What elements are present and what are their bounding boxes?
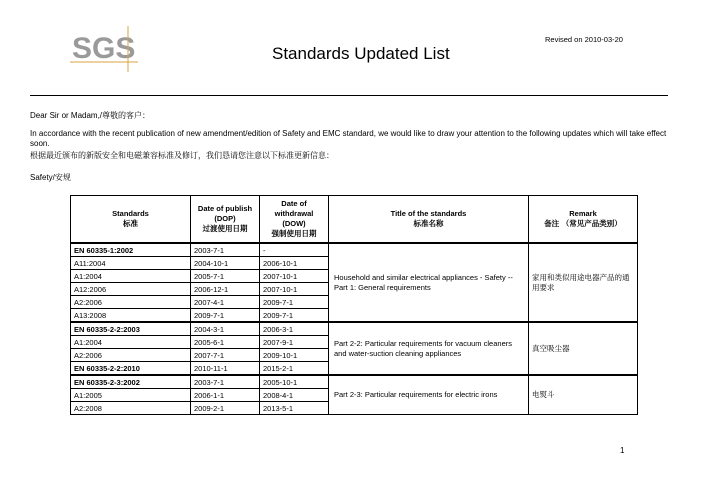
standard-cell: A1:2005 — [71, 389, 191, 402]
dop-cell: 2007-4-1 — [191, 296, 260, 309]
dow-cell: 2007-9-1 — [260, 336, 329, 349]
table-row — [71, 243, 638, 257]
standard-cell: A2:2006 — [71, 296, 191, 309]
standard-cell: A1:2004 — [71, 270, 191, 283]
dow-cell: 2013-5-1 — [260, 402, 329, 415]
remark-cell: 电熨斗 — [529, 375, 638, 415]
dow-cell: 2015-2-1 — [260, 362, 329, 376]
header-rule — [30, 95, 668, 96]
dop-cell: 2009-7-1 — [191, 309, 260, 323]
dow-cell: 2009-7-1 — [260, 309, 329, 323]
standard-cell: A2:2008 — [71, 402, 191, 415]
header-dow-en: Date of withdrawal (DOW) — [274, 199, 314, 228]
dop-cell: 2006-12-1 — [191, 283, 260, 296]
dop-cell: 2005-6-1 — [191, 336, 260, 349]
body-en: In accordance with the recent publication of new amendment/edition of Safety and EMC standard, we would like to draw your attention to the following updates which will take effect soon. — [30, 129, 667, 148]
body-cn: 根据最近颁布的新版安全和电磁兼容标准及修订，我们恳请您注意以下标准更新信息： — [30, 151, 334, 160]
header-dop-cn: 过渡使用日期 — [202, 224, 248, 233]
header-remark-cn: 备注 （常见产品类别） — [544, 219, 622, 228]
dop-cell: 2003-7-1 — [191, 243, 260, 257]
dop-cell: 2004-10-1 — [191, 257, 260, 270]
standard-cell: EN 60335-2-3:2002 — [71, 375, 191, 389]
header-dop-en: Date of publish (DOP) — [197, 204, 253, 223]
standard-title-cell: Part 2-3: Particular requirements for electric irons — [329, 375, 529, 415]
section-label: Safety/安规 — [30, 173, 71, 182]
logo-text: SGS — [72, 32, 136, 65]
table-row — [71, 322, 638, 336]
header-title-en: Title of the standards — [390, 209, 467, 218]
revised-date: Revised on 2010-03-20 — [545, 35, 623, 44]
header-standards-en: Standards — [112, 209, 149, 218]
dow-cell: 2005-10-1 — [260, 375, 329, 389]
greeting: Dear Sir or Madam,/尊敬的客户： — [30, 111, 151, 120]
dow-cell: 2008-4-1 — [260, 389, 329, 402]
dow-cell: 2007-10-1 — [260, 283, 329, 296]
dop-cell: 2004-3-1 — [191, 322, 260, 336]
standard-title-cell: Household and similar electrical appliances - Safety -- Part 1: General requirements — [329, 243, 529, 322]
dop-cell: 2007-7-1 — [191, 349, 260, 362]
sgs-logo — [70, 22, 140, 74]
dow-cell: 2009-10-1 — [260, 349, 329, 362]
header-remark-en: Remark — [569, 209, 597, 218]
standard-cell: A13:2008 — [71, 309, 191, 323]
dow-cell: 2009-7-1 — [260, 296, 329, 309]
dop-cell: 2003-7-1 — [191, 375, 260, 389]
header-remark — [529, 196, 638, 244]
header-standards-cn: 标准 — [123, 219, 138, 228]
standard-cell: A2:2006 — [71, 349, 191, 362]
dop-cell: 2009-2-1 — [191, 402, 260, 415]
standards-table — [70, 195, 638, 415]
table-row — [71, 375, 638, 389]
standard-cell: EN 60335-2-2:2003 — [71, 322, 191, 336]
dop-cell: 2006-1-1 — [191, 389, 260, 402]
standard-title-cell: Part 2-2: Particular requirements for vacuum cleaners and water-suction cleaning appliances — [329, 322, 529, 375]
page-title: Standards Updated List — [272, 44, 450, 63]
remark-cell: 家用和类似用途电器产品的通用要求 — [529, 243, 638, 322]
standard-cell: A11:2004 — [71, 257, 191, 270]
dow-cell: 2006-3-1 — [260, 322, 329, 336]
dow-cell: 2007-10-1 — [260, 270, 329, 283]
dow-cell: - — [260, 243, 329, 257]
page-number: 1 — [620, 446, 625, 455]
dop-cell: 2010-11-1 — [191, 362, 260, 376]
standard-cell: EN 60335-2-2:2010 — [71, 362, 191, 376]
header-dow — [260, 196, 329, 244]
table-header-row — [71, 196, 638, 244]
header-title-cn: 标准名称 — [413, 219, 444, 228]
standard-cell: A12:2006 — [71, 283, 191, 296]
dow-cell: 2006-10-1 — [260, 257, 329, 270]
remark-cell: 真空吸尘器 — [529, 322, 638, 375]
header-dop — [191, 196, 260, 244]
header-standards — [71, 196, 191, 244]
standard-cell: A1:2004 — [71, 336, 191, 349]
header-dow-cn: 强制使用日期 — [271, 229, 317, 238]
dop-cell: 2005-7-1 — [191, 270, 260, 283]
standard-cell: EN 60335-1:2002 — [71, 243, 191, 257]
header-title — [329, 196, 529, 244]
